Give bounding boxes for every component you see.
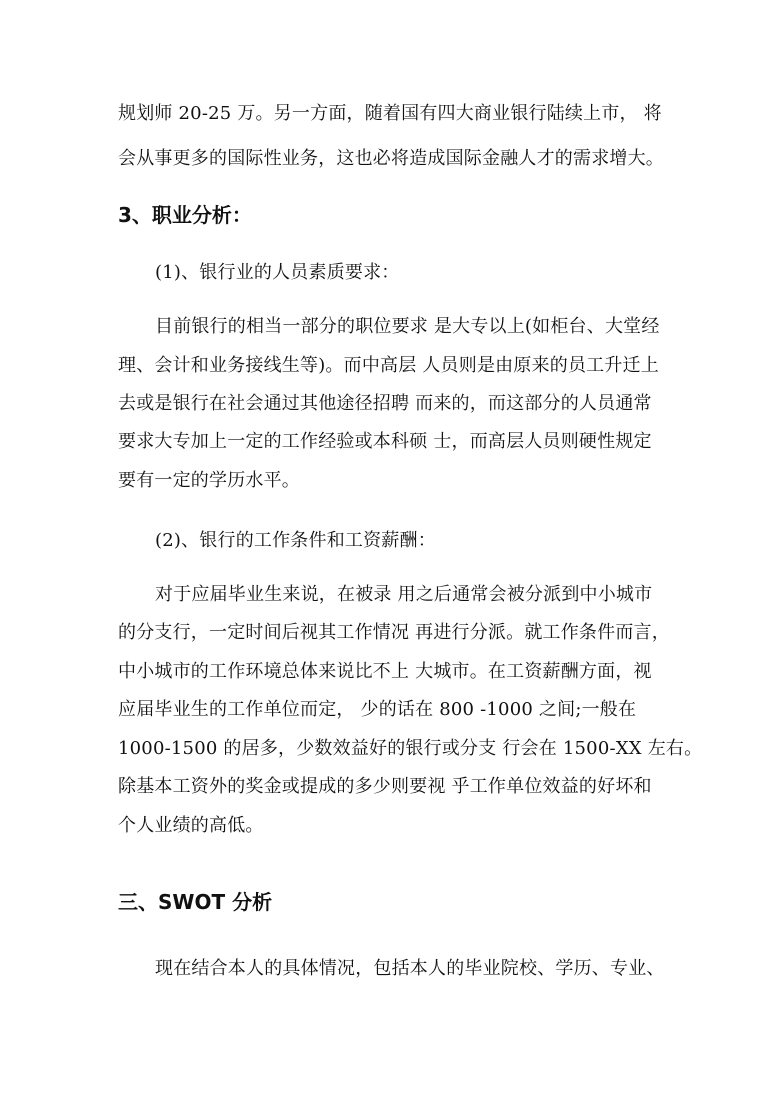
paragraph-line: 理、会计和业务接线生等)。而中高层 人员则是由原来的员工升迁上 [118,355,659,376]
paragraph-line: 去或是银行在社会通过其他途径招聘 而来的，而这部分的人员通常 [118,393,652,414]
paragraph-line: 个人业绩的高低。 [118,815,264,836]
paragraph-line: 1000-1500 的居多，少数效益好的银行或分支 行会在 1500-XX 左右。 [118,738,703,759]
subsection-heading: (2)、银行的工作条件和工资薪酬： [155,530,436,551]
paragraph-line: 现在结合本人的具体情况，包括本人的毕业院校、学历、专业、 [155,958,665,979]
section-heading: 3、职业分析： [118,203,252,227]
paragraph-line: 会从事更多的国际性业务，这也必将造成国际金融人才的需求增大。 [118,148,664,169]
paragraph-line: 的分支行，一定时间后视其工作情况 再进行分派。就工作条件而言， [118,622,670,643]
paragraph-line: 应届毕业生的工作单位而定， 少的话在 800 -1000 之间;一般在 [118,699,637,720]
section-heading: 三、SWOT 分析 [118,890,273,914]
paragraph-line: 要求大专加上一定的工作经验或本科硕 士，而高层人员则硬性规定 [118,431,652,452]
paragraph-line: 对于应届毕业生来说，在被录 用之后通常会被分派到中小城市 [155,584,653,605]
paragraph-line: 规划师 20-25 万。另一方面，随着国有四大商业银行陆续上市， 将 [118,103,662,124]
paragraph-line: 要有一定的学历水平。 [118,470,300,491]
paragraph-line: 中小城市的工作环境总体来说比不上 大城市。在工资薪酬方面，视 [118,661,652,682]
paragraph-line: 目前银行的相当一部分的职位要求 是大专以上(如柜台、大堂经 [155,316,660,337]
subsection-heading: (1)、银行业的人员素质要求： [155,262,400,283]
paragraph-line: 除基本工资外的奖金或提成的多少则要视 乎工作单位效益的好坏和 [118,776,652,797]
